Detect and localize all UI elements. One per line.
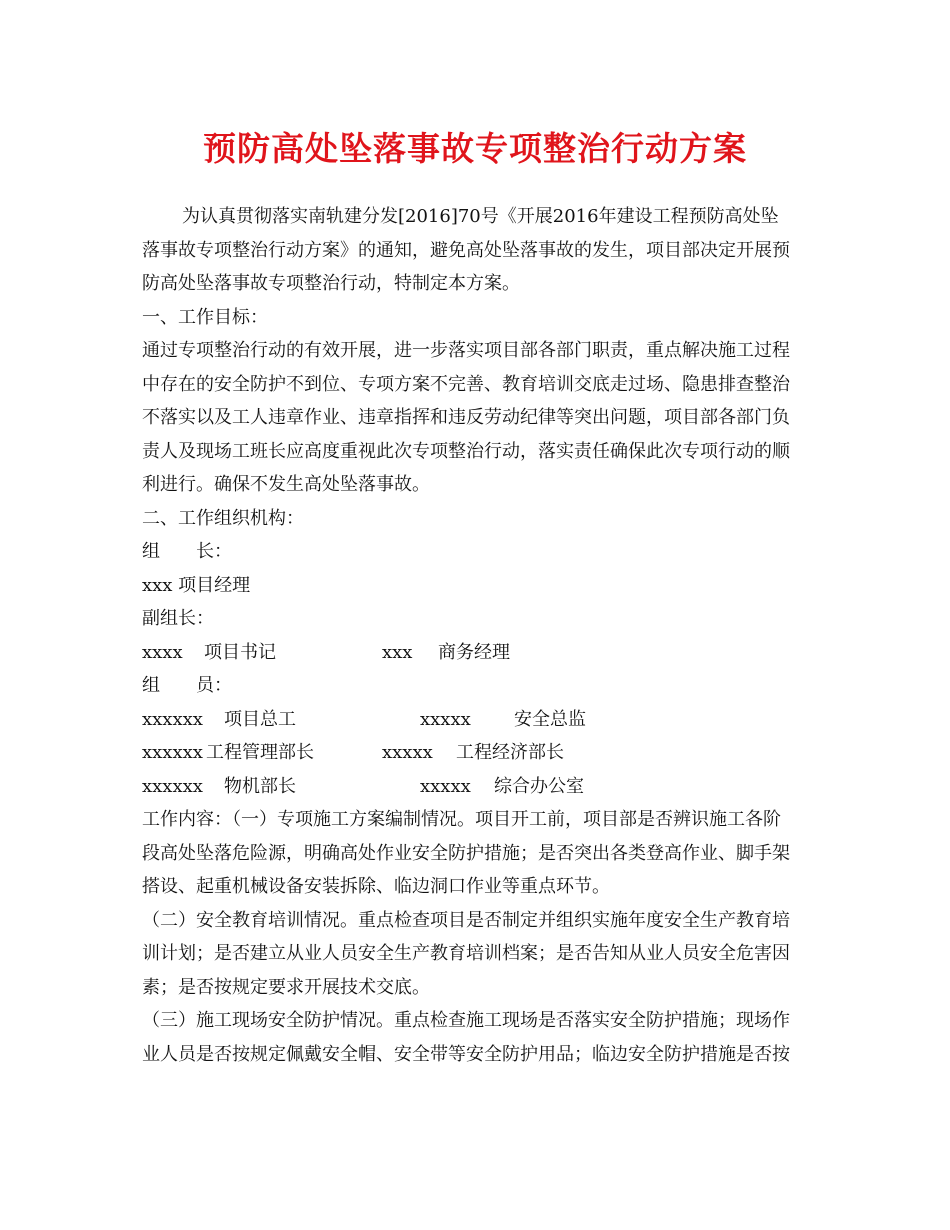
- person-name: xxxxxx: [142, 708, 203, 730]
- deputy-label: 副组长：: [142, 608, 214, 629]
- person-name: xxxx: [142, 641, 183, 663]
- person-role: 项目书记: [204, 641, 276, 663]
- intro-line: 落事故专项整治行动方案》的通知，避免高处坠落事故的发生，项目部决定开展预: [142, 239, 790, 261]
- person-name: xxxxx: [420, 708, 471, 730]
- person-name: xxx: [382, 641, 413, 663]
- member-row: [142, 703, 814, 737]
- paragraph-line: 通过专项整治行动的有效开展，进一步落实项目部各部门职责，重点解决施工过程: [142, 340, 790, 361]
- paragraph-line: 工作内容：（一）专项施工方案编制情况。项目开工前，项目部是否辨识施工各阶: [142, 809, 781, 830]
- person-name: xxxxx: [420, 775, 471, 797]
- person-role: 物机部长: [224, 775, 296, 797]
- paragraph-line: （二）安全教育培训情况。重点检查项目是否制定并组织实施年度安全生产教育培: [142, 909, 790, 931]
- paragraph-line: 段高处坠落危险源，明确高处作业安全防护措施；是否突出各类登高作业、脚手架: [142, 842, 790, 864]
- person-role: 综合办公室: [494, 775, 584, 797]
- section-heading: 一、工作目标：: [142, 306, 268, 328]
- paragraph-line: 搭设、起重机械设备安装拆除、临边洞口作业等重点环节。: [142, 876, 610, 897]
- person-role: 安全总监: [514, 708, 586, 730]
- paragraph-line: （三）施工现场安全防护情况。重点检查施工现场是否落实安全防护措施；现场作: [142, 1010, 790, 1031]
- person-role: 工程经济部长: [456, 742, 564, 763]
- leader-entry: xxx 项目经理: [142, 574, 251, 596]
- paragraph-line: 中存在的安全防护不到位、专项方案不完善、教育培训交底走过场、隐患排查整治: [142, 373, 790, 395]
- paragraph-line: 不落实以及工人违章作业、违章指挥和违反劳动纪律等突出问题，项目部各部门负: [142, 407, 790, 428]
- member-row: [142, 770, 814, 804]
- paragraph-line: 训计划；是否建立从业人员安全生产教育培训档案；是否告知从业人员安全危害因: [142, 943, 790, 964]
- intro-line: 为认真贯彻落实南轨建分发[2016]70号《开展2016年建设工程预防高处坠: [182, 206, 779, 227]
- paragraph-line: 业人员是否按规定佩戴安全帽、安全带等安全防护用品；临边安全防护措施是否按: [142, 1043, 790, 1065]
- member-row: [142, 736, 814, 770]
- document-body: [142, 200, 814, 1071]
- intro-line: 防高处坠落事故专项整治行动，特制定本方案。: [142, 273, 520, 294]
- section-heading: 二、工作组织机构：: [142, 507, 304, 529]
- deputy-row: [142, 636, 814, 670]
- document-title: 预防高处坠落事故专项整治行动方案: [203, 129, 747, 168]
- paragraph-line: 利进行。确保不发生高处坠落事故。: [142, 474, 430, 495]
- paragraph-line: 素；是否按规定要求开展技术交底。: [142, 976, 430, 998]
- leader-label: 组 长：: [142, 541, 232, 562]
- person-role: 商务经理: [438, 641, 510, 663]
- paragraph-line: 责人及现场工班长应高度重视此次专项整治行动，落实责任确保此次专项行动的顺: [142, 440, 790, 462]
- person-role: 项目总工: [224, 708, 296, 730]
- members-label: 组 员：: [142, 675, 232, 696]
- person-name: xxxxxx: [142, 775, 203, 797]
- person-name: xxxxx: [382, 742, 433, 763]
- person-role: 工程管理部长: [206, 742, 314, 763]
- person-name: xxxxxx: [142, 742, 203, 763]
